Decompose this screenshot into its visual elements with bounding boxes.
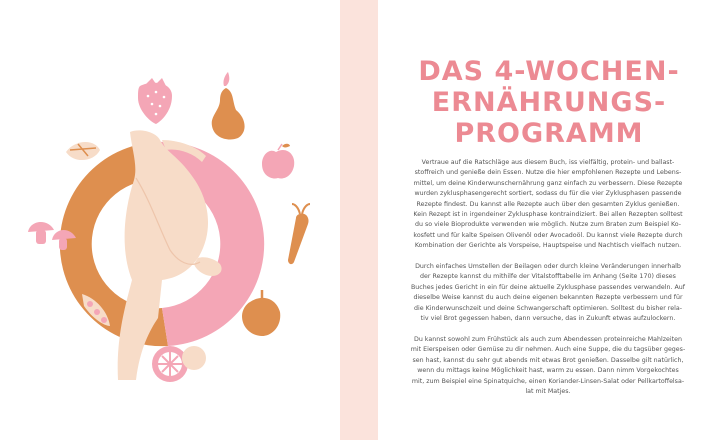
text-line: tiv viel Brot gegessen haben, dann versuche, das in Zukunft etwas aufzulockern.: [420, 315, 676, 323]
text-line: mittel, um deine Kinderwunschernährung ganz einfach zu verbessern. Diese Rezepte: [413, 179, 683, 187]
text-line: kosfett und für kalte Speisen Olivenöl oder Avocadoöl. Du kannst viele Rezepte durch: [413, 231, 683, 239]
text-line: stoffreich und genieße dein Essen. Nutze die hier empfohlenen Rezepte und Lebens-: [414, 169, 682, 177]
page-gutter: [340, 0, 378, 440]
text-line: der Rezepte kannst du mithilfe der Vitalstofftabelle im Anhang (Seite 170) dieses: [420, 273, 676, 281]
text-line: wurden zyklusphasengerecht sortiert, sodass du für die vier Zyklusphasen passende: [414, 190, 682, 198]
paragraph-1: [398, 158, 698, 252]
paragraph-2: [398, 262, 698, 324]
text-line: Kein Rezept ist in irgendeiner Zyklusphase kontraindiziert. Bei allen Rezepten solltest: [413, 211, 683, 219]
text-line: Du kannst sowohl zum Frühstück als auch zum Abendessen proteinreiche Mahlzeiten: [413, 335, 683, 343]
orange-slice-icon: [66, 142, 100, 160]
text-line: wenn du mittags keine Möglichkeit hast, warm zu essen. Dann nimm Vorgekochtes: [417, 367, 679, 375]
title-line: ERNÄHRUNGS-: [431, 87, 667, 118]
page-title: [378, 56, 720, 149]
text-line: dieselbe Weise kannst du auch deine eigenen bekannten Rezepte verbessern und für: [413, 294, 683, 302]
pear-icon: [212, 72, 245, 140]
paragraph-3: [398, 335, 698, 397]
text-line: Buches jedes Gericht in ein für deine aktuelle Zyklusphase passendes verwandeln. Auf: [410, 283, 686, 291]
apple-icon: [262, 144, 294, 179]
text-line: Rezepte findest. Du kannst alle Rezepte auch über den gesamten Zyklus genießen.: [416, 200, 680, 208]
carrot-icon: [288, 204, 310, 264]
text-line: lat mit Matjes.: [525, 387, 571, 395]
text-line: sen hast, kannst du sehr gut abends mit etwas Brot genießen. Dasselbe gilt natürlich,: [412, 356, 684, 364]
hand: [194, 257, 222, 276]
text-line: du so viele Bioprodukte verwenden wie möglich. Nutze zum Braten zum Beispiel Ko-: [414, 221, 682, 229]
text-line: Durch einfaches Umstellen der Beilagen oder durch kleine Veränderungen innerhalb: [415, 263, 681, 271]
text-line: Vertraue auf die Ratschläge aus diesem Buch, iss vielfältig, protein- und ballast-: [421, 159, 675, 166]
text-line: mit Eierspeisen oder Gemüse zu dir nehmen. Auch eine Suppe, die du tagsüber geges-: [410, 346, 686, 354]
text-line: Kombination der Gerichte als Vorspeise, Hauptspeise und Nachtisch vielfach nutzen.: [414, 242, 682, 250]
text-line: die Kinderwunschzeit und deine Schwangerschaft optimieren. Solltest du bisher rela-: [413, 304, 683, 312]
title-line: PROGRAMM: [454, 118, 644, 149]
grapefruit-icon: [152, 346, 206, 382]
title-line: DAS 4-WOCHEN-: [418, 56, 680, 87]
text-line: mit, zum Beispiel eine Spinatquiche, einen Koriander-Linsen-Salat oder Pellkartoffelsa-: [411, 377, 685, 385]
strawberry-icon: [138, 78, 172, 124]
body-text: [398, 158, 698, 408]
pregnancy-nutrition-illustration: [0, 0, 340, 440]
